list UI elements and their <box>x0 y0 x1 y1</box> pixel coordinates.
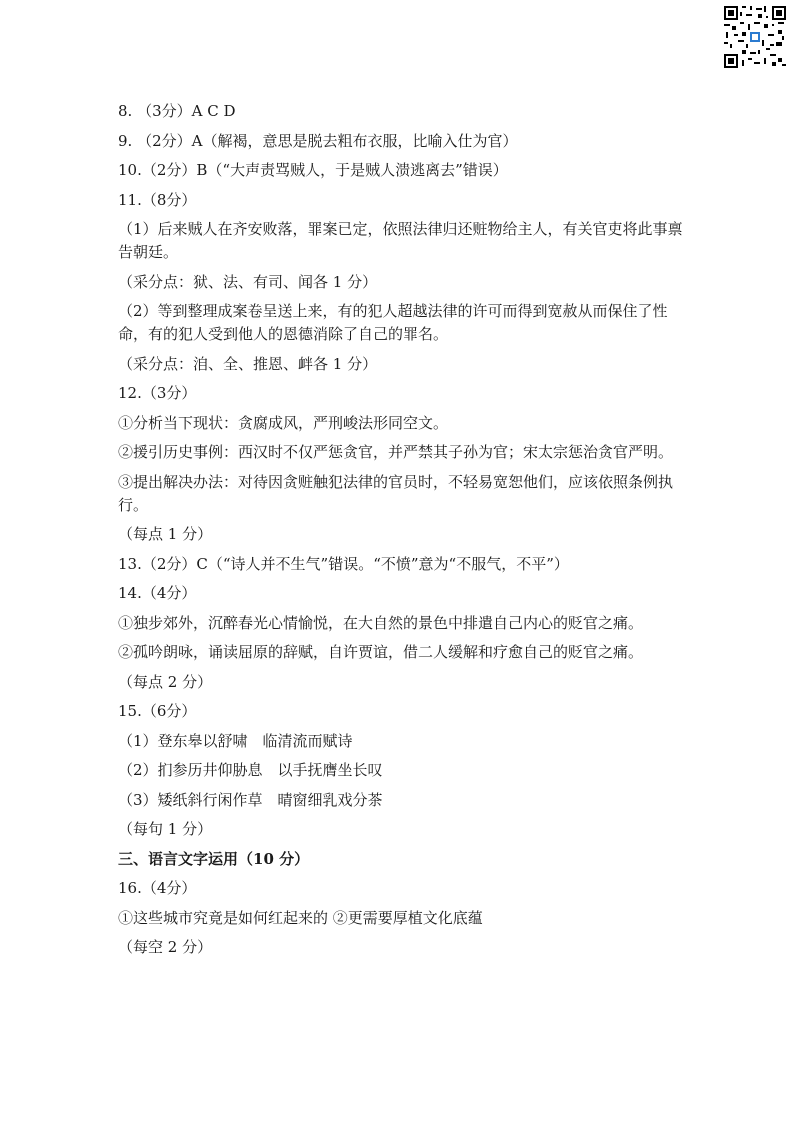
answer-line: ①分析当下现状：贪腐成风，严刑峻法形同空文。 <box>118 413 449 432</box>
answer-line: （每点 2 分） <box>118 672 213 691</box>
answer-line: ②援引历史事例：西汉时不仅严惩贪官，并严禁其子孙为官；宋太宗惩治贪官严明。 <box>118 443 674 461</box>
answer-line: （采分点：狱、法、有司、闻各 1 分） <box>118 272 378 291</box>
section-heading: 三、语言文字运用（10 分） <box>118 849 310 868</box>
answer-line: （采分点：洎、全、推恩、衅各 1 分） <box>118 354 378 373</box>
answer-line: 12.（3分） <box>118 384 197 402</box>
answer-line: （每点 1 分） <box>118 525 213 543</box>
answer-line: ③提出解决办法：对待因贪赃触犯法律的官员时，不轻易宽恕他们，应该依照条例执行。 <box>118 472 674 514</box>
answer-line: （每句 1 分） <box>118 820 213 838</box>
answer-line: （3）矮纸斜行闲作草 晴窗细乳戏分茶 <box>118 790 383 809</box>
qr-code-icon <box>722 4 788 70</box>
answer-line: 9. （2分）A（解褐，意思是脱去粗布衣服，比喻入仕为官） <box>118 131 518 150</box>
answer-content <box>118 100 683 966</box>
answer-line: 13.（2分）C（“诗人并不生气”错误。“不愤”意为“不服气，不平”） <box>118 554 569 573</box>
answer-line: （1）后来贼人在齐安败落，罪案已定，依照法律归还赃物给主人，有关官吏将此事禀告朝廷。 <box>118 220 683 261</box>
answer-line: ②孤吟朗咏，诵读屈原的辞赋，自许贾谊，借二人缓解和疗愈自己的贬官之痛。 <box>118 643 644 661</box>
answer-line: （1）登东皋以舒啸 临清流而赋诗 <box>118 731 353 750</box>
answer-line: ①这些城市究竟是如何红起来的 ②更需要厚植文化底蕴 <box>118 908 483 927</box>
answer-line: （每空 2 分） <box>118 938 213 956</box>
answer-line: ①独步郊外，沉醉春光心情愉悦，在大自然的景色中排遣自己内心的贬官之痛。 <box>118 613 644 632</box>
answer-line: 15.（6分） <box>118 702 197 720</box>
answer-line: （2）扪参历井仰胁息 以手抚膺坐长叹 <box>118 761 383 779</box>
answer-line: （2）等到整理成案卷呈送上来，有的犯人超越法律的许可而得到宽赦从而保住了性命，有的犯人受到他人的恩德消除了自己的罪名。 <box>118 302 668 343</box>
answer-line: 11.（8分） <box>118 190 197 209</box>
answer-line: 14.（4分） <box>118 584 197 602</box>
answer-line: 16.（4分） <box>118 879 197 897</box>
answer-line: 8. （3分）A C D <box>118 102 236 120</box>
answer-line: 10.（2分）B（“大声责骂贼人，于是贼人溃逃离去”错误） <box>118 161 508 179</box>
